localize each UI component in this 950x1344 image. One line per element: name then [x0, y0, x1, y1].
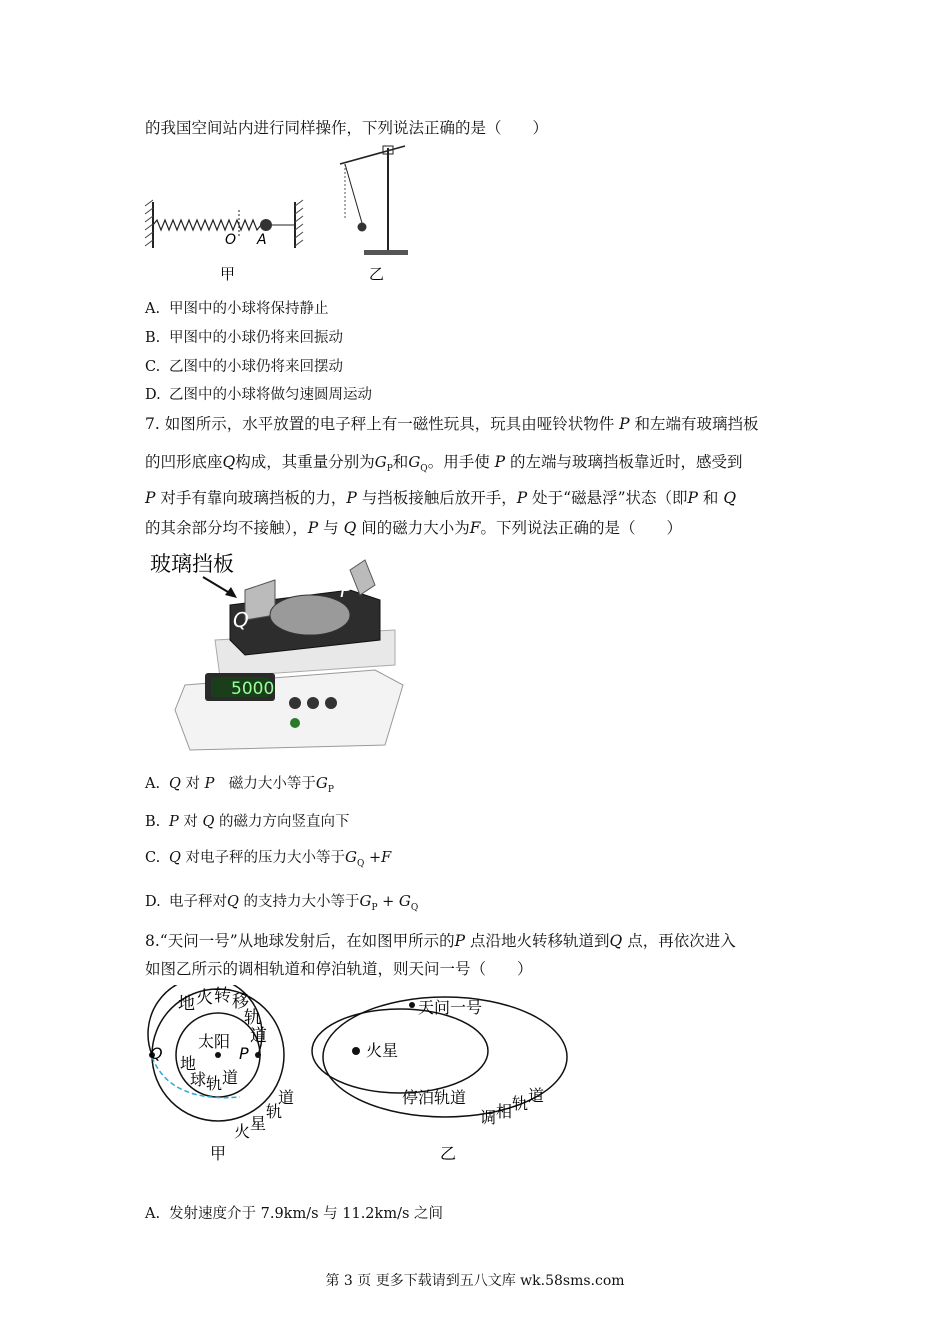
svg-text:道: 道: [222, 1068, 239, 1087]
caption-yi: 乙: [369, 265, 385, 283]
tianwen-label: 天问一号: [418, 998, 483, 1017]
svg-text:轨: 轨: [512, 1094, 529, 1113]
pendulum-figure-yi: [340, 146, 408, 283]
svg-text:道: 道: [528, 1086, 545, 1105]
spring-figure-jia: [145, 200, 303, 283]
label-a: A: [257, 232, 267, 248]
svg-text:道: 道: [250, 1026, 267, 1046]
q8-line-2: 如图乙所示的调相轨道和停泊轨道，则天问一号（ ）: [145, 960, 533, 978]
q7-line-1: 7. 如图所示，水平放置的电子秤上有一磁性玩具，玩具由哑铃状物件 P 和左端有玻璃挡板: [145, 415, 759, 433]
q8-option-a[interactable]: A. 发射速度介于 7.9km/s 与 11.2km/s 之间: [145, 1206, 444, 1222]
caption-yi-2: 乙: [440, 1144, 457, 1163]
q7-line-3: P 对手有靠向玻璃挡板的力，P 与挡板接触后放开手，P 处于“磁悬浮”状态（即P 和 Q: [145, 489, 737, 507]
svg-text:星: 星: [250, 1114, 267, 1133]
q6-option-a[interactable]: A. 甲图中的小球将保持静止: [145, 301, 329, 317]
q7-option-d[interactable]: D. 电子秤对Q 的支持力大小等于$G_P + G_Q$: [145, 892, 419, 913]
mars-label: 火星: [366, 1041, 399, 1060]
sun-label: 太阳: [198, 1032, 231, 1051]
svg-text:轨: 轨: [266, 1102, 283, 1121]
svg-text:相: 相: [496, 1102, 513, 1121]
svg-text:轨: 轨: [206, 1074, 223, 1093]
q7-option-a[interactable]: A. Q 对 P 磁力大小等于$G_P$: [145, 774, 334, 795]
parking-orbit-label: 停泊轨道: [402, 1088, 467, 1107]
q8-line-1: 8.“天问一号”从地球发射后，在如图甲所示的P 点沿地火转移轨道到Q 点，再依次进入: [145, 932, 736, 950]
svg-text:调: 调: [480, 1108, 497, 1127]
label-o: O: [225, 232, 237, 248]
orbit-q-label: Q: [150, 1044, 163, 1063]
svg-text:地: 地: [180, 1054, 197, 1073]
caption-jia: 甲: [220, 265, 236, 283]
svg-text:轨: 轨: [244, 1008, 261, 1028]
q6-figure: [140, 140, 420, 290]
q8-orbit-figure: [140, 985, 580, 1165]
orbit-figure-jia: [148, 985, 294, 1163]
orbit-p-label: P: [239, 1044, 249, 1063]
q6-option-d[interactable]: D. 乙图中的小球将做匀速圆周运动: [145, 387, 372, 403]
svg-text:火: 火: [234, 1122, 251, 1141]
scale-display: 5000: [231, 679, 275, 699]
svg-text:火: 火: [196, 988, 213, 1008]
transfer-orbit-label-1: 地: [178, 994, 195, 1014]
q6-option-b[interactable]: B. 甲图中的小球仍将来回振动: [145, 330, 343, 346]
label-q: Q: [233, 608, 249, 632]
q6-option-c[interactable]: C. 乙图中的小球仍将来回摆动: [145, 359, 343, 375]
label-p: P: [340, 578, 353, 602]
svg-text:道: 道: [278, 1088, 295, 1107]
page-footer: 第 3 页 更多下载请到五八文库 wk.58sms.com: [325, 1273, 625, 1289]
q7-scale-figure: [145, 545, 410, 755]
orbit-figure-yi: [312, 997, 567, 1163]
caption-jia-2: 甲: [210, 1144, 227, 1163]
q7-option-c[interactable]: C. Q 对电子秤的压力大小等于$G_Q +F$: [145, 848, 392, 869]
q7-line-2: 的凹形底座Q构成，其重量分别为$G_P$和$G_Q$。用手使 P 的左端与玻璃挡板靠近时，感受到: [145, 453, 743, 474]
svg-text:球: 球: [190, 1070, 207, 1089]
q6-stem-tail: 的我国空间站内进行同样操作，下列说法正确的是（ ）: [145, 119, 549, 137]
svg-text:移: 移: [232, 992, 249, 1012]
q7-option-b[interactable]: B. P 对 Q 的磁力方向竖直向下: [145, 814, 350, 830]
q7-line-4: 的其余部分均不接触），P 与 Q 间的磁力大小为F。下列说法正确的是（ ）: [145, 519, 683, 537]
svg-text:转: 转: [214, 986, 231, 1006]
glass-label: 玻璃挡板: [150, 552, 234, 576]
